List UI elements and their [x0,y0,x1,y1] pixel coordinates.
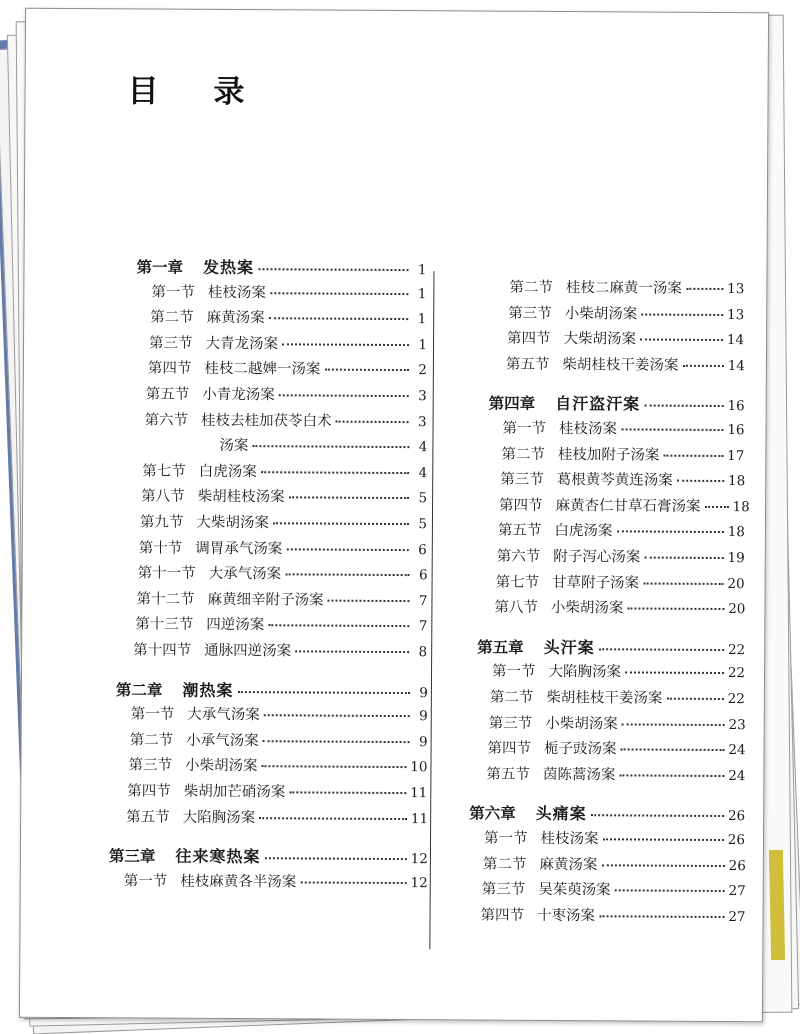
toc-entry[interactable] [149,331,427,354]
leader-dots [615,890,725,893]
leader-dots [273,522,409,525]
section-title: 小柴胡汤案 [545,715,618,732]
toc-entry[interactable] [502,417,744,439]
column-divider [429,271,434,949]
leader-dots [641,313,723,315]
section-number: 第一节 [151,284,195,301]
chapter-number: 第三章 [108,847,156,866]
section-title: 通脉四逆汤案 [204,642,292,660]
section-number: 第五节 [497,523,542,540]
section-number: 第二节 [150,309,194,326]
toc-entry[interactable] [496,570,745,593]
section-number: 第二节 [501,446,545,463]
leader-dots [677,480,724,482]
leader-dots [336,420,409,422]
page-number: 17 [727,447,745,464]
toc-entry[interactable] [488,737,746,760]
leader-dots [285,574,410,577]
toc-chapter[interactable] [136,254,426,279]
section-number: 第四节 [507,330,551,348]
toc-chapter[interactable] [116,677,428,702]
leader-dots [625,672,724,675]
leader-dots [327,599,409,602]
page-number: 1 [417,262,427,279]
section-title: 小柴胡汤案 [564,305,638,323]
leader-dots [268,625,409,628]
section-number: 第十二节 [136,591,195,608]
page-number: 1 [418,336,428,353]
section-number: 第四节 [480,907,525,924]
page-number: 20 [727,575,745,592]
toc-entry[interactable] [150,306,426,329]
section-number: 第六节 [144,412,189,429]
toc-column-left [105,254,429,892]
leader-dots [295,650,409,653]
section-number: 第三节 [508,305,552,322]
section-title: 桂枝麻黄各半汤案 [180,873,297,891]
page-number: 8 [418,644,428,661]
section-title: 吴茱萸汤案 [538,882,611,899]
toc-entry[interactable] [124,869,428,892]
section-title: 十枣汤案 [537,907,596,925]
toc-entry[interactable] [146,382,427,405]
section-title: 大陷胸汤案 [548,664,622,681]
section-title: 桂枝二越婢一汤案 [204,361,321,378]
page-number: 23 [728,716,746,733]
section-title: 小柴胡汤案 [184,758,258,775]
toc-entry[interactable] [492,660,745,683]
section-number: 第八节 [494,599,538,617]
page-number: 2 [418,362,427,379]
toc-entry[interactable] [145,408,427,431]
section-title: 大承气汤案 [187,706,260,724]
toc-entry[interactable] [142,459,427,482]
section-title: 柴胡桂枝干姜汤案 [562,356,679,374]
section-title: 汤案 [219,438,249,455]
section-number: 第七节 [495,574,540,591]
leader-dots [663,454,723,456]
toc-entry[interactable] [133,638,427,661]
page-number: 11 [410,785,428,802]
page-number: 18 [727,473,746,490]
section-title: 大陷胸汤案 [182,809,256,826]
section-number: 第三节 [128,757,173,775]
section-number: 第四节 [127,783,171,800]
page-number: 27 [728,908,746,925]
section-title: 桂枝去桂加茯苓白术 [201,412,332,430]
section-title: 小承气汤案 [186,732,259,749]
toc-entry[interactable] [507,327,744,349]
chapter-title: 头痛案 [535,804,587,824]
page-number: 22 [727,691,745,708]
toc-entry[interactable] [136,587,427,610]
chapter-number: 第一章 [136,258,184,277]
section-title: 柴胡加芒硝汤案 [183,783,286,801]
toc-entry[interactable] [127,779,427,802]
section-number: 第四节 [499,497,543,514]
toc-entry[interactable] [128,754,427,777]
page-number: 22 [727,665,746,682]
section-title: 葛根黄芩黄连汤案 [556,472,673,489]
section-title: 白虎汤案 [554,523,613,540]
section-title: 麻黄汤案 [539,856,598,873]
leader-dots [252,445,409,448]
leader-dots [289,497,410,500]
section-number: 第二节 [489,689,534,706]
toc-entry[interactable] [131,703,428,726]
section-number: 第九节 [139,514,184,531]
toc-chapter[interactable] [109,843,428,868]
leader-dots [619,774,724,777]
toc-column-right [439,275,750,925]
page-number: 7 [418,592,428,610]
section-number: 第一节 [123,873,168,890]
leader-dots [270,292,409,295]
section-title: 麻黄细辛附子汤案 [207,591,324,609]
leader-dots [686,288,723,290]
leader-dots [264,857,406,860]
page-number: 4 [418,464,428,481]
section-number: 第六节 [496,548,541,565]
toc-entry[interactable] [139,536,427,559]
page-number: 9 [419,684,428,701]
leader-dots [705,506,729,508]
toc-chapter[interactable] [469,801,745,826]
leader-dots [300,881,406,884]
page-number: 16 [727,422,745,439]
section-title: 大青龙汤案 [205,335,279,353]
section-title: 调胃承气汤案 [195,540,283,557]
page-number: 24 [728,742,746,759]
leader-dots [289,791,406,794]
page-number: 12 [410,874,428,892]
leader-dots [621,428,723,431]
page-number: 12 [410,851,428,868]
page-number: 6 [418,541,427,558]
toc-page [19,8,769,1023]
section-number: 第五节 [486,766,530,783]
toc-entry[interactable] [219,434,427,456]
page-number: 18 [732,498,750,515]
section-number: 第二节 [509,279,553,296]
section-number: 第三节 [500,471,544,489]
toc-entry[interactable] [506,352,745,374]
page-number: 9 [419,708,428,725]
leader-dots [279,394,409,397]
leader-dots [643,582,723,584]
toc-entry[interactable] [130,728,428,751]
leader-dots [286,548,409,551]
section-title: 甘草附子汤案 [552,574,640,592]
leader-dots [269,317,409,320]
page-number: 14 [727,357,745,374]
section-number: 第十一节 [137,565,196,582]
section-number: 第五节 [126,808,170,826]
toc-entry[interactable] [490,686,745,709]
section-number: 第一节 [130,706,175,723]
section-title: 白虎汤案 [198,463,257,480]
chapter-number: 第五章 [477,638,524,657]
leader-dots [644,557,723,559]
page-number: 24 [728,767,746,784]
section-title: 大柴胡汤案 [563,331,637,348]
toc-entry[interactable] [141,485,427,508]
section-number: 第五节 [145,386,190,403]
page-title: 目 录 [127,73,267,111]
leader-dots [324,369,409,372]
section-title: 麻黄杏仁甘草石膏汤案 [555,497,701,515]
toc-entry[interactable] [481,903,746,926]
leader-dots [261,766,406,769]
section-number: 第一节 [502,420,547,437]
leader-dots [627,608,724,611]
page-number: 27 [728,883,746,900]
leader-dots [603,838,724,841]
section-number: 第七节 [142,463,186,480]
leader-dots [621,749,725,752]
leader-dots [591,815,724,818]
section-number: 第四节 [147,360,192,378]
toc-entry[interactable] [501,442,744,464]
leader-dots [261,471,410,474]
page-number: 4 [418,439,428,456]
page-number: 20 [728,601,746,618]
section-title: 附子泻心汤案 [553,548,641,566]
toc-entry[interactable] [509,276,744,298]
toc-entry[interactable] [483,852,746,875]
section-title: 茵陈蒿汤案 [542,766,616,784]
section-title: 小青龙汤案 [202,386,275,404]
leader-dots [601,864,724,867]
page-number: 3 [418,388,427,405]
leader-dots [264,714,410,717]
section-title: 麻黄汤案 [206,310,265,327]
page-number: 3 [417,413,427,430]
leader-dots [237,691,409,694]
section-number: 第四节 [487,740,532,758]
section-number: 第一节 [483,830,528,847]
toc-entry[interactable] [484,827,745,850]
leader-dots [616,531,723,534]
page-number: 5 [418,490,428,507]
leader-dots [666,698,723,700]
leader-dots [640,339,723,342]
section-title: 桂枝加附子汤案 [557,446,660,464]
page-number: 9 [418,733,428,751]
section-number: 第三节 [481,881,526,898]
chapter-number: 第二章 [115,680,163,700]
leader-dots [263,740,410,743]
page-number: 5 [418,516,427,533]
toc-entry[interactable] [497,545,745,568]
page-number: 19 [727,550,745,567]
leader-dots [644,405,723,407]
leader-dots [682,365,723,367]
section-number: 第三节 [148,335,193,352]
page-number: 13 [727,281,745,298]
toc-entry[interactable] [500,468,745,490]
page-number: 1 [417,285,427,302]
toc-chapter[interactable] [477,634,745,659]
toc-entry[interactable] [482,878,746,901]
toc-entry[interactable] [135,613,427,636]
section-number: 第八节 [141,488,185,506]
section-title: 桂枝汤案 [207,284,266,301]
page-number: 11 [410,810,429,827]
toc-entry[interactable] [140,510,427,533]
page-number: 26 [728,857,746,874]
chapter-title: 潮热案 [182,680,234,700]
toc-entry[interactable] [138,562,428,585]
toc-entry[interactable] [151,280,426,303]
section-number: 第十四节 [133,642,192,659]
leader-dots [259,817,407,820]
section-title: 大承气汤案 [208,566,282,583]
section-title: 大柴胡汤案 [196,514,269,532]
leader-dots [258,268,408,271]
section-title: 四逆汤案 [206,617,265,634]
toc-chapter[interactable] [489,391,745,416]
page-number: 6 [418,567,428,584]
section-title: 桂枝汤案 [558,421,618,438]
section-number: 第二节 [129,732,174,749]
toc-entry[interactable] [508,301,744,323]
chapter-title: 头汗案 [543,637,595,658]
leader-dots [599,915,724,918]
leader-dots [622,723,725,726]
page-number: 26 [727,808,746,825]
toc-entry[interactable] [486,762,745,785]
leader-dots [599,648,724,651]
section-number: 第三节 [488,715,533,732]
chapter-title: 往来寒热案 [175,846,261,867]
section-title: 柴胡桂枝干姜汤案 [546,689,663,707]
page-number: 10 [410,759,428,776]
page-number: 18 [727,524,745,541]
section-number: 第二节 [482,856,527,873]
page-number: 26 [727,832,746,849]
section-number: 第十三节 [135,616,194,634]
section-title: 桂枝二麻黄一汤案 [565,280,682,297]
section-number: 第一节 [491,663,536,681]
chapter-title: 发热案 [202,257,255,278]
leader-dots [282,343,409,346]
page-number: 13 [726,306,745,323]
book-edge-yellow [769,850,785,960]
section-number: 第五节 [505,356,550,373]
section-title: 栀子豉汤案 [544,741,617,758]
chapter-number: 第四章 [488,394,536,414]
toc-entry[interactable] [489,711,746,734]
chapter-title: 自汗盗汗案 [555,394,641,414]
page-number: 1 [417,311,427,328]
chapter-number: 第六章 [469,804,516,824]
page-number: 16 [727,398,745,415]
toc-entry[interactable] [498,519,745,542]
section-title: 桂枝汤案 [540,830,599,848]
toc-entry[interactable] [494,596,745,619]
page-number: 7 [418,618,428,635]
toc-entry[interactable] [126,805,428,828]
toc-entry[interactable] [148,357,427,380]
section-number: 第十节 [138,540,183,557]
section-title: 柴胡桂枝汤案 [197,489,285,506]
page-number: 14 [726,332,745,349]
section-title: 小柴胡汤案 [550,600,624,617]
toc-entry[interactable] [499,493,750,516]
page-number: 22 [727,641,746,658]
